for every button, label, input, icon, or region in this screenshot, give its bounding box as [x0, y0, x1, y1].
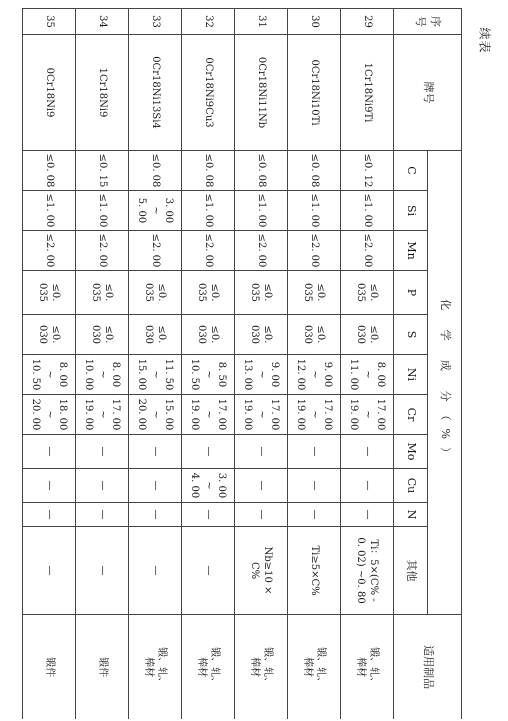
cell-ni: 9. 00 ~ 13. 00	[235, 355, 288, 395]
cell-c: ≤0. 15	[76, 151, 129, 191]
table-row	[76, 9, 129, 720]
cell-p: ≤0. 035	[182, 271, 235, 315]
table-row	[182, 9, 235, 720]
cell-n: —	[76, 503, 129, 527]
header-composition: 化 学 成 分（%）	[428, 151, 462, 615]
cell-cr: 17. 00 ~ 19. 00	[341, 395, 394, 435]
cell-grade: 0Cr18Ni13Si4	[129, 35, 182, 151]
cell-other: —	[76, 527, 129, 615]
table-row	[23, 9, 76, 720]
cell-s: ≤0. 030	[182, 315, 235, 355]
cell-mo: —	[23, 435, 76, 469]
table-row	[288, 9, 341, 720]
cell-cu: —	[235, 469, 288, 503]
cell-grade: 1Cr18Ni9Ti	[341, 35, 394, 151]
cell-ni: 8. 00 ~ 10. 50	[23, 355, 76, 395]
cell-p: ≤0. 035	[23, 271, 76, 315]
header-element: Si	[394, 191, 428, 231]
cell-mo: —	[182, 435, 235, 469]
header-element: 其他	[394, 527, 428, 615]
header-grade: 牌号	[394, 35, 462, 151]
cell-products: 锻件	[76, 615, 129, 719]
cell-products: 锻、轧、 棒材	[129, 615, 182, 719]
table-row	[129, 9, 182, 720]
cell-cu: —	[288, 469, 341, 503]
cell-mo: —	[76, 435, 129, 469]
cell-products: 锻件	[23, 615, 76, 719]
cell-ni: 8. 00 ~ 10. 00	[76, 355, 129, 395]
cell-products: 锻、轧、 棒材	[182, 615, 235, 719]
cell-cu: —	[341, 469, 394, 503]
cell-other: —	[182, 527, 235, 615]
table-body	[23, 9, 394, 720]
cell-other: —	[23, 527, 76, 615]
header-products: 适用制品	[394, 615, 462, 719]
continued-table-label: 续表	[477, 26, 492, 54]
cell-grade: 0Cr18Ni9Cu3	[182, 35, 235, 151]
cell-s: ≤0. 030	[23, 315, 76, 355]
cell-seq: 29	[341, 9, 394, 35]
cell-n: —	[182, 503, 235, 527]
cell-seq: 30	[288, 9, 341, 35]
cell-mn: ≤2. 00	[182, 231, 235, 271]
cell-p: ≤0. 035	[235, 271, 288, 315]
header-element: S	[394, 315, 428, 355]
cell-n: —	[129, 503, 182, 527]
cell-n: —	[288, 503, 341, 527]
cell-si: ≤1. 00	[23, 191, 76, 231]
cell-c: ≤0. 08	[23, 151, 76, 191]
cell-cr: 18. 00 ~ 20. 00	[23, 395, 76, 435]
cell-ni: 11. 50 ~ 15. 00	[129, 355, 182, 395]
cell-n: —	[23, 503, 76, 527]
cell-mn: ≤2. 00	[23, 231, 76, 271]
cell-products: 锻、轧、 棒材	[235, 615, 288, 719]
cell-cr: 17. 00 ~ 19. 00	[288, 395, 341, 435]
table-row	[235, 9, 288, 720]
table-header	[394, 9, 462, 720]
table-area	[22, 8, 462, 719]
cell-c: ≤0. 12	[341, 151, 394, 191]
header-element: C	[394, 151, 428, 191]
cell-c: ≤0. 08	[235, 151, 288, 191]
cell-cr: 17. 00 ~ 19. 00	[235, 395, 288, 435]
cell-p: ≤0. 035	[76, 271, 129, 315]
cell-si: ≤1. 00	[341, 191, 394, 231]
cell-cu: —	[129, 469, 182, 503]
cell-mo: —	[288, 435, 341, 469]
cell-ni: 8. 50 ~ 10. 50	[182, 355, 235, 395]
table-row	[341, 9, 394, 720]
cell-other: —	[129, 527, 182, 615]
cell-si: ≤1. 00	[182, 191, 235, 231]
cell-si: ≤1. 00	[288, 191, 341, 231]
cell-si: 3. 00 ~ 5. 00	[129, 191, 182, 231]
cell-mo: —	[341, 435, 394, 469]
cell-products: 锻、轧、 棒材	[341, 615, 394, 719]
cell-s: ≤0. 030	[235, 315, 288, 355]
cell-si: ≤1. 00	[76, 191, 129, 231]
cell-cu: —	[23, 469, 76, 503]
cell-cr: 15. 00 ~ 20. 00	[129, 395, 182, 435]
header-element: Ni	[394, 355, 428, 395]
cell-cr: 17. 00 ~ 19. 00	[182, 395, 235, 435]
cell-s: ≤0. 030	[76, 315, 129, 355]
cell-grade: 0Cr18Ni10Ti	[288, 35, 341, 151]
header-seq: 序号	[394, 9, 462, 35]
cell-mo: —	[235, 435, 288, 469]
cell-mn: ≤2. 00	[235, 231, 288, 271]
cell-mn: ≤2. 00	[341, 231, 394, 271]
cell-other: Ti≥5×C%	[288, 527, 341, 615]
cell-ni: 8. 00 ~ 11. 00	[341, 355, 394, 395]
cell-mn: ≤2. 00	[288, 231, 341, 271]
cell-seq: 35	[23, 9, 76, 35]
cell-seq: 33	[129, 9, 182, 35]
cell-other: Ti：5×(C% - 0. 02) ~0. 80	[341, 527, 394, 615]
cell-p: ≤0. 035	[288, 271, 341, 315]
cell-products: 锻、轧、 棒材	[288, 615, 341, 719]
cell-cr: 17. 00 ~ 19. 00	[76, 395, 129, 435]
cell-grade: 0Cr18Ni11Nb	[235, 35, 288, 151]
cell-mn: ≤2. 00	[129, 231, 182, 271]
cell-grade: 0Cr18Ni9	[23, 35, 76, 151]
header-element: N	[394, 503, 428, 527]
cell-ni: 9. 00 ~ 12. 00	[288, 355, 341, 395]
cell-grade: 1Cr18Ni9	[76, 35, 129, 151]
header-element: Cr	[394, 395, 428, 435]
cell-si: ≤1. 00	[235, 191, 288, 231]
cell-other: Nb≥10 × C%	[235, 527, 288, 615]
page-title	[470, 0, 500, 80]
rotated-table-wrapper	[22, 8, 462, 719]
header-element: Mo	[394, 435, 428, 469]
cell-cu: —	[76, 469, 129, 503]
cell-mo: —	[129, 435, 182, 469]
cell-s: ≤0. 030	[129, 315, 182, 355]
cell-seq: 31	[235, 9, 288, 35]
cell-c: ≤0. 08	[288, 151, 341, 191]
cell-n: —	[235, 503, 288, 527]
cell-s: ≤0. 030	[341, 315, 394, 355]
cell-cu: 3. 00 ~ 4. 00	[182, 469, 235, 503]
cell-c: ≤0. 08	[129, 151, 182, 191]
cell-seq: 32	[182, 9, 235, 35]
composition-table	[22, 8, 462, 719]
cell-mn: ≤2. 00	[76, 231, 129, 271]
header-element: P	[394, 271, 428, 315]
cell-p: ≤0. 035	[341, 271, 394, 315]
cell-n: —	[341, 503, 394, 527]
cell-seq: 34	[76, 9, 129, 35]
header-element: Mn	[394, 231, 428, 271]
header-element: Cu	[394, 469, 428, 503]
cell-s: ≤0. 030	[288, 315, 341, 355]
cell-c: ≤0. 08	[182, 151, 235, 191]
cell-p: ≤0. 035	[129, 271, 182, 315]
